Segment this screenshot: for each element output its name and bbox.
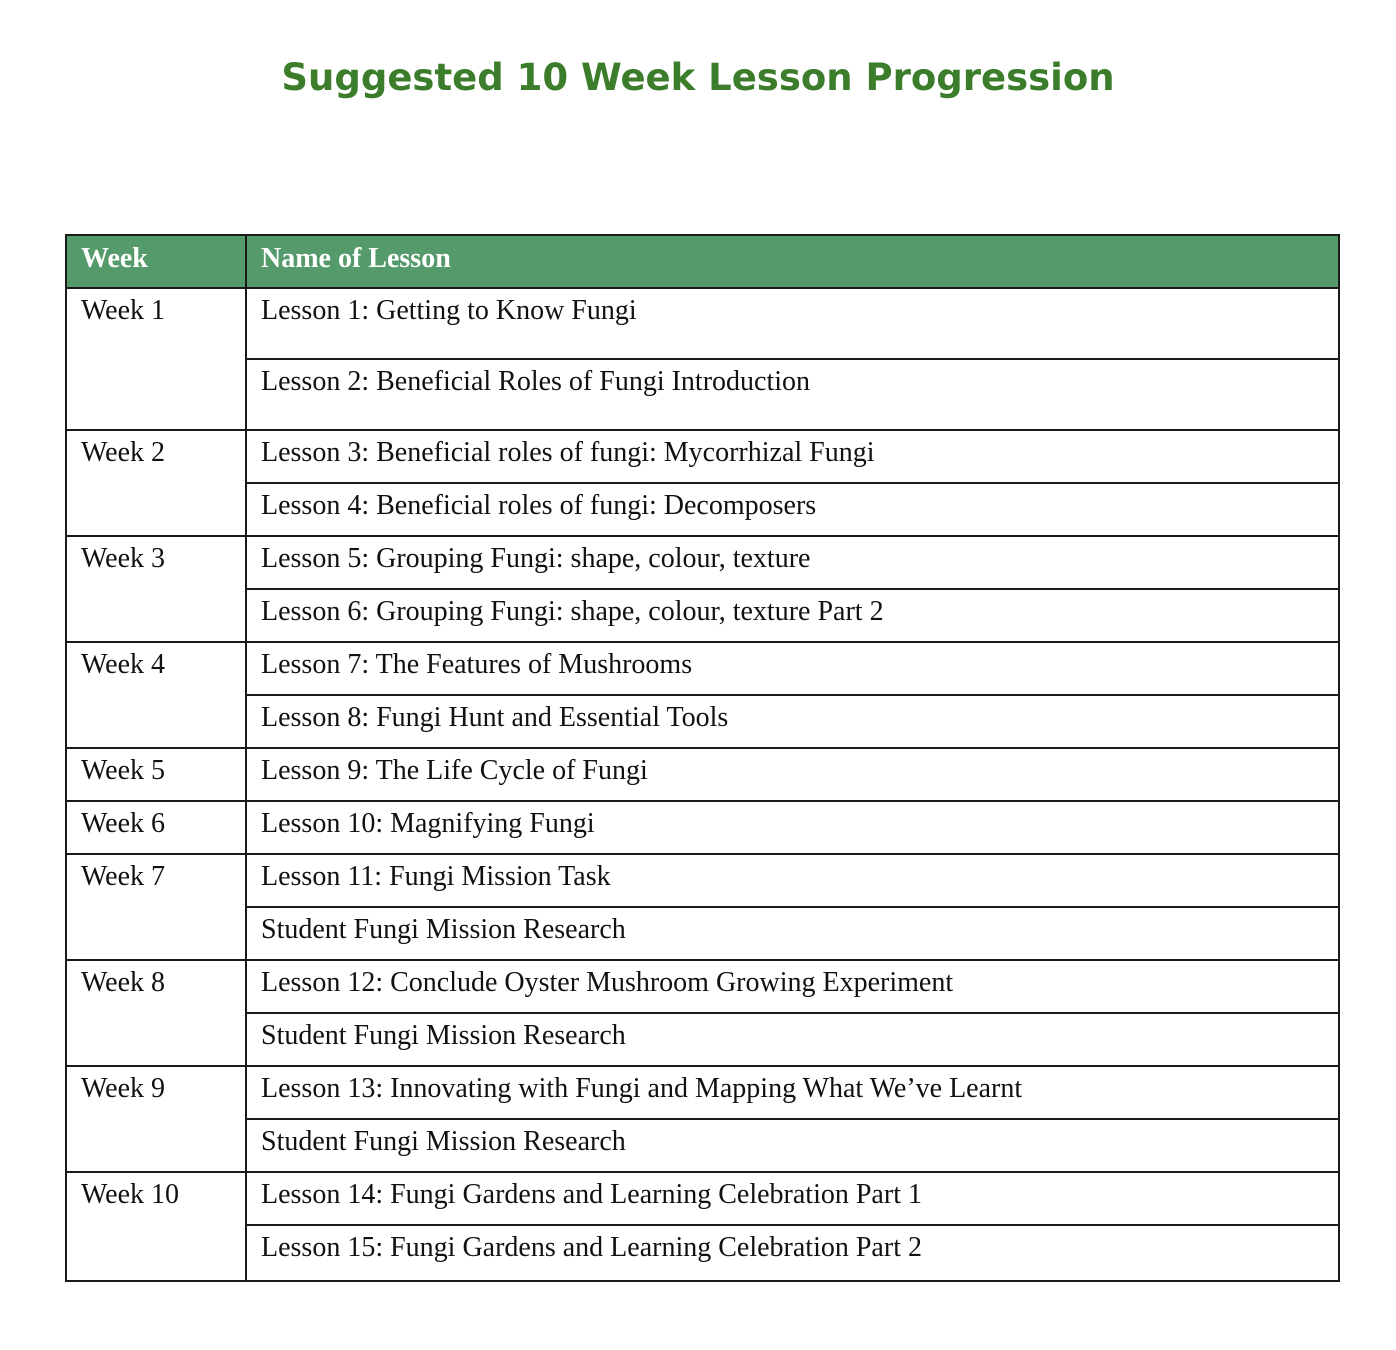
lesson-cell: Lesson 15: Fungi Gardens and Learning Celebration Part 2 bbox=[246, 1225, 1339, 1281]
table-row bbox=[66, 748, 1339, 801]
table-row bbox=[66, 1066, 1339, 1119]
week-column-header: Week bbox=[66, 235, 246, 288]
page-title: Suggested 10 Week Lesson Progression bbox=[281, 56, 1115, 99]
lesson-cell: Lesson 6: Grouping Fungi: shape, colour, texture Part 2 bbox=[246, 589, 1339, 642]
table-row bbox=[66, 801, 1339, 854]
week-cell: Week 7 bbox=[66, 854, 246, 960]
table-row bbox=[66, 695, 1339, 748]
lesson-cell: Lesson 13: Innovating with Fungi and Mapping What We’ve Learnt bbox=[246, 1066, 1339, 1119]
week-cell: Week 5 bbox=[66, 748, 246, 801]
lesson-cell: Lesson 7: The Features of Mushrooms bbox=[246, 642, 1339, 695]
week-cell: Week 9 bbox=[66, 1066, 246, 1172]
lesson-cell: Lesson 9: The Life Cycle of Fungi bbox=[246, 748, 1339, 801]
table-row bbox=[66, 430, 1339, 483]
table-row bbox=[66, 1172, 1339, 1225]
week-cell: Week 8 bbox=[66, 960, 246, 1066]
lesson-cell: Lesson 14: Fungi Gardens and Learning Celebration Part 1 bbox=[246, 1172, 1339, 1225]
table-row bbox=[66, 536, 1339, 589]
week-cell: Week 6 bbox=[66, 801, 246, 854]
week-cell: Week 1 bbox=[66, 288, 246, 430]
lesson-cell: Lesson 10: Magnifying Fungi bbox=[246, 801, 1339, 854]
table-row bbox=[66, 288, 1339, 359]
table-row bbox=[66, 642, 1339, 695]
table-row bbox=[66, 359, 1339, 430]
lesson-cell: Lesson 3: Beneficial roles of fungi: Mycorrhizal Fungi bbox=[246, 430, 1339, 483]
table-row bbox=[66, 1013, 1339, 1066]
week-cell: Week 3 bbox=[66, 536, 246, 642]
lesson-cell: Student Fungi Mission Research bbox=[246, 1013, 1339, 1066]
lesson-cell: Student Fungi Mission Research bbox=[246, 907, 1339, 960]
table-row bbox=[66, 1119, 1339, 1172]
table-row bbox=[66, 960, 1339, 1013]
lesson-column-header: Name of Lesson bbox=[246, 235, 1339, 288]
table-row bbox=[66, 589, 1339, 642]
week-cell: Week 2 bbox=[66, 430, 246, 536]
table-row bbox=[66, 907, 1339, 960]
lesson-cell: Lesson 1: Getting to Know Fungi bbox=[246, 288, 1339, 359]
lesson-cell: Lesson 2: Beneficial Roles of Fungi Introduction bbox=[246, 359, 1339, 430]
lesson-cell: Lesson 4: Beneficial roles of fungi: Decomposers bbox=[246, 483, 1339, 536]
table-row bbox=[66, 1225, 1339, 1281]
table-header-row bbox=[66, 235, 1339, 288]
table-row bbox=[66, 854, 1339, 907]
lesson-cell: Lesson 8: Fungi Hunt and Essential Tools bbox=[246, 695, 1339, 748]
table-row bbox=[66, 483, 1339, 536]
lesson-cell: Student Fungi Mission Research bbox=[246, 1119, 1339, 1172]
week-cell: Week 10 bbox=[66, 1172, 246, 1281]
lesson-cell: Lesson 11: Fungi Mission Task bbox=[246, 854, 1339, 907]
week-cell: Week 4 bbox=[66, 642, 246, 748]
lesson-cell: Lesson 12: Conclude Oyster Mushroom Growing Experiment bbox=[246, 960, 1339, 1013]
lesson-cell: Lesson 5: Grouping Fungi: shape, colour, texture bbox=[246, 536, 1339, 589]
lesson-progression-table bbox=[65, 234, 1340, 1282]
